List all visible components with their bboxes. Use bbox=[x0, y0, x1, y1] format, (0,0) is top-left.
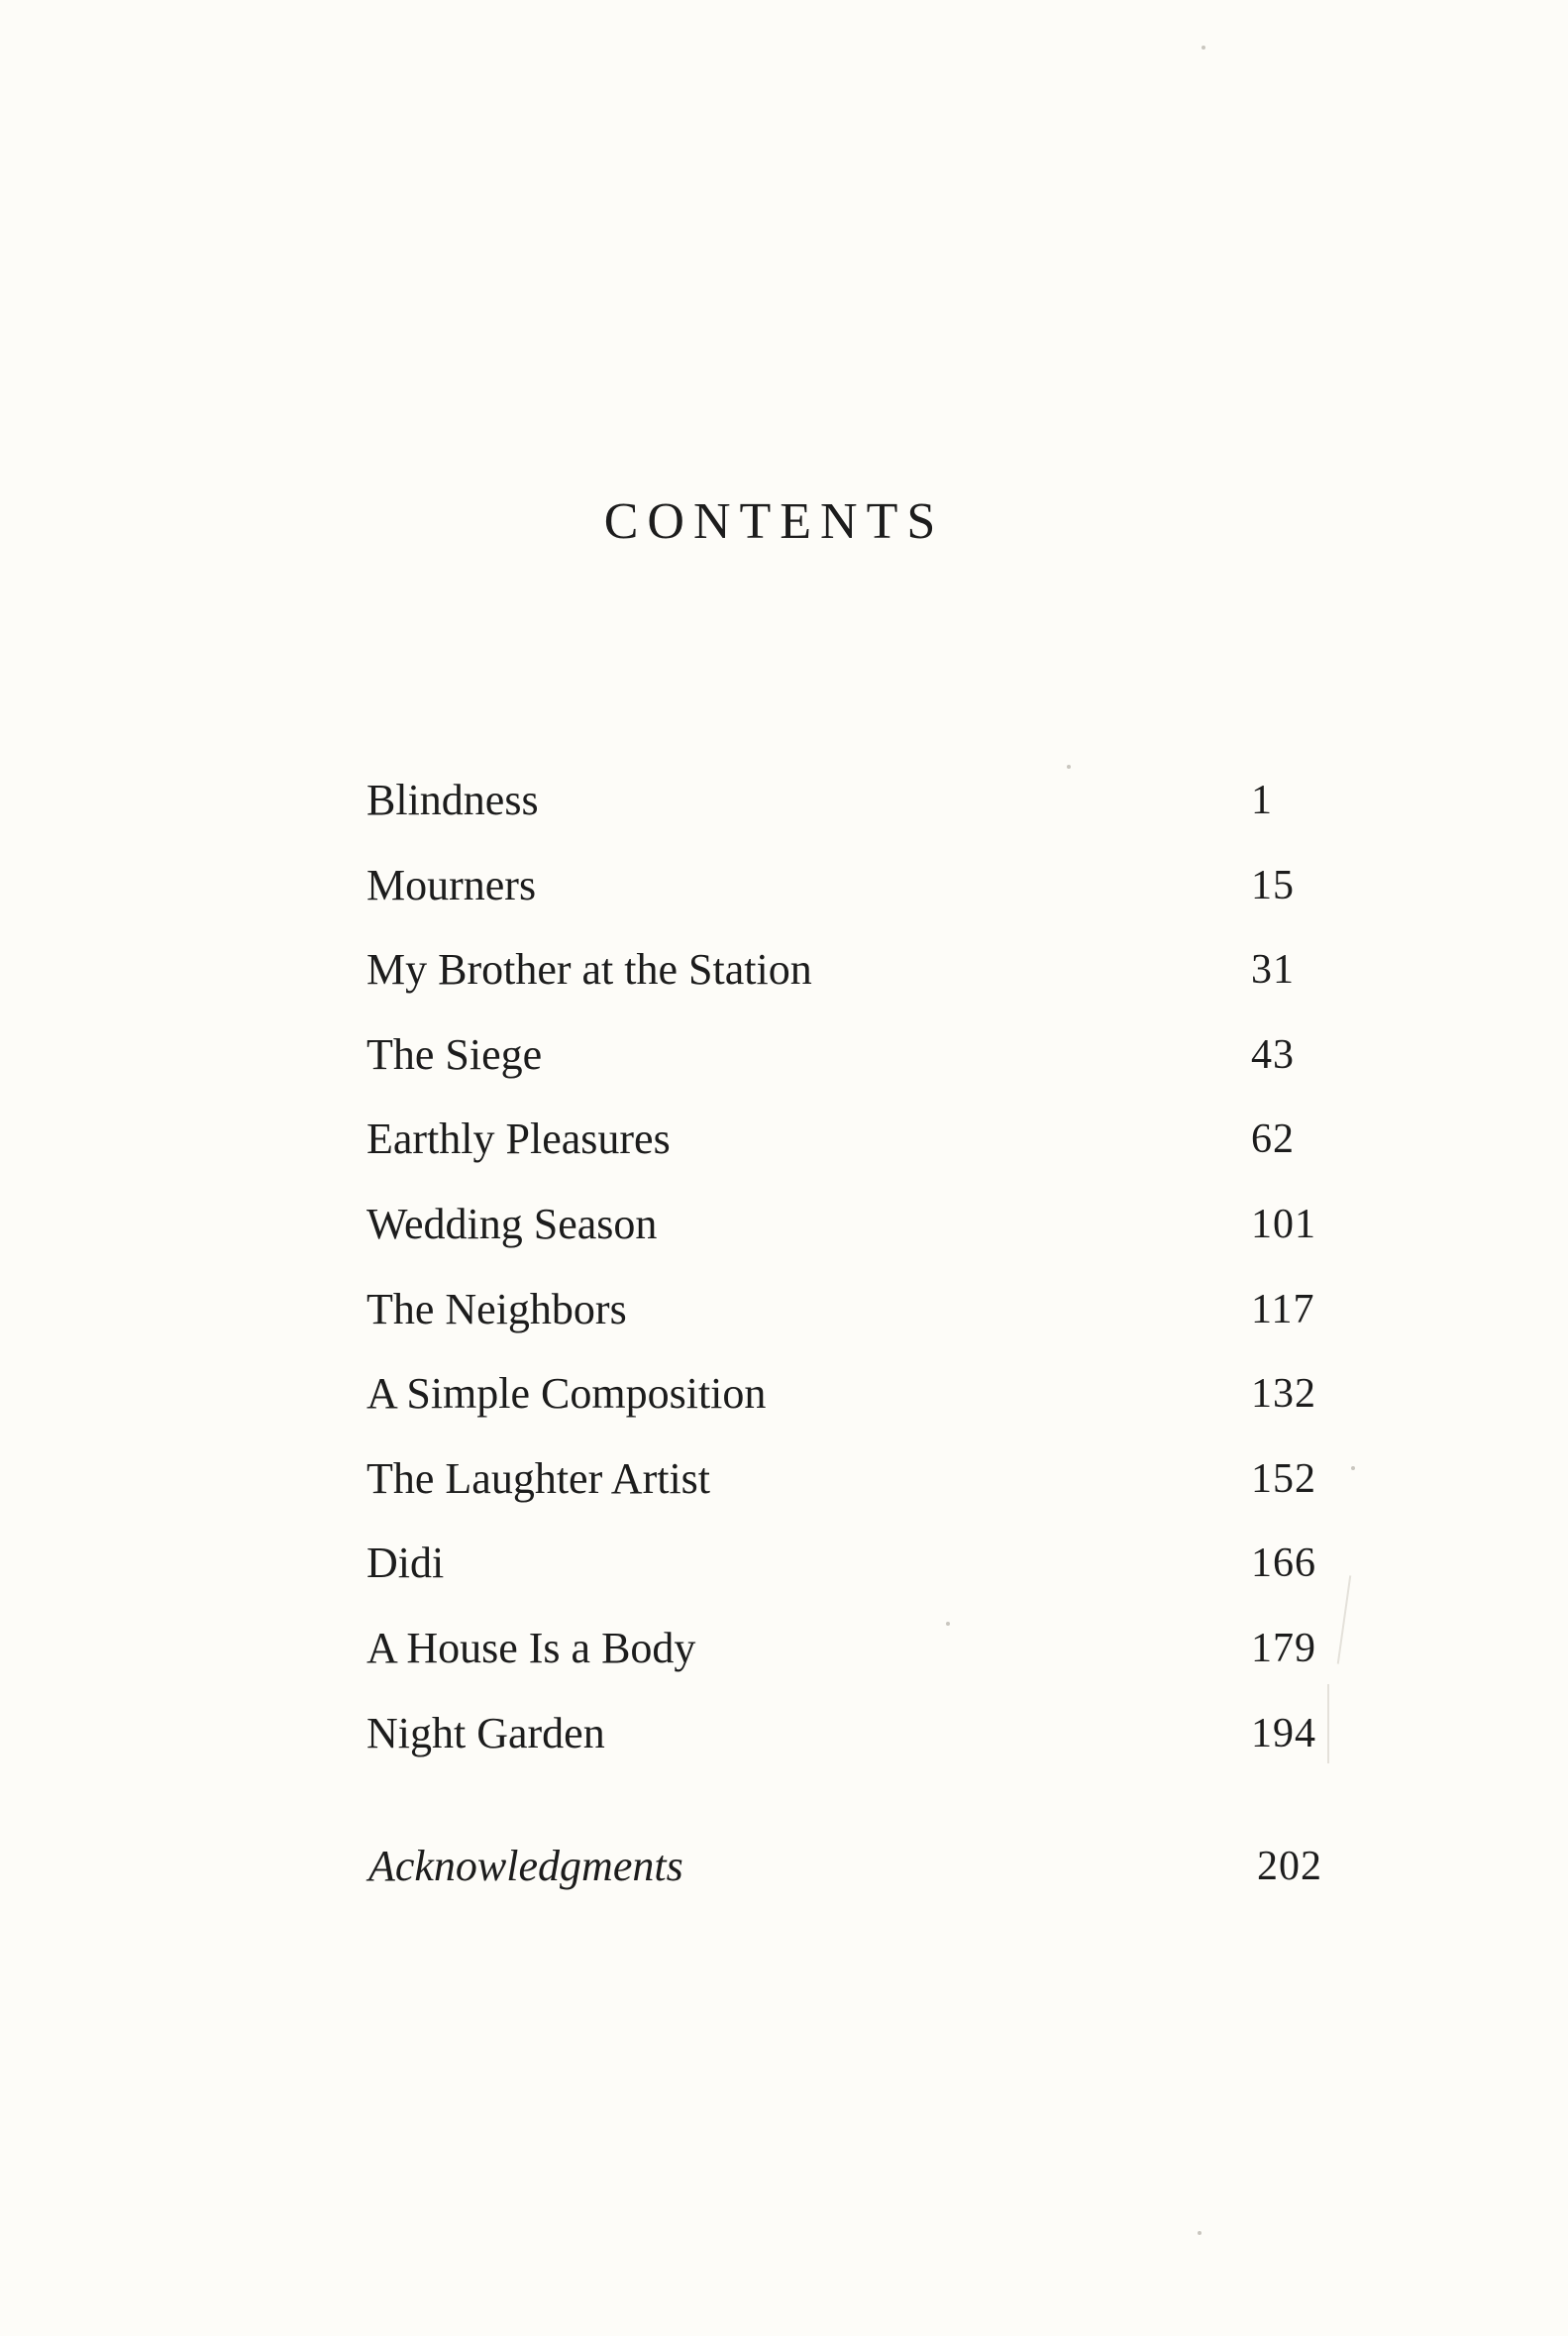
scan-speck bbox=[1067, 765, 1071, 769]
scan-streak bbox=[1337, 1575, 1352, 1663]
toc-entry bbox=[366, 1104, 1337, 1189]
toc-entry bbox=[366, 1613, 1337, 1698]
toc-entry-page: 15 bbox=[1251, 862, 1295, 908]
toc-entry bbox=[366, 850, 1337, 935]
toc-entry bbox=[366, 1698, 1337, 1783]
toc-entry-title: Mourners bbox=[366, 860, 537, 909]
acknowledgments-page: 202 bbox=[1257, 1844, 1322, 1889]
acknowledgments-title: Acknowledgments bbox=[368, 1842, 683, 1890]
toc-entry-page: 152 bbox=[1251, 1455, 1316, 1502]
toc-entry-title: The Laughter Artist bbox=[366, 1453, 711, 1503]
toc-entry bbox=[366, 1528, 1337, 1613]
toc-entry-page: 101 bbox=[1251, 1201, 1316, 1247]
toc-entry-page: 117 bbox=[1251, 1286, 1315, 1332]
toc-entry-page: 62 bbox=[1251, 1116, 1295, 1163]
scan-speck bbox=[1351, 1466, 1355, 1470]
toc-entry bbox=[366, 1274, 1337, 1359]
toc-entry-page: 166 bbox=[1251, 1540, 1316, 1587]
toc-entry-page: 43 bbox=[1251, 1031, 1295, 1078]
table-of-contents bbox=[366, 765, 1337, 1782]
toc-entry bbox=[366, 1358, 1337, 1443]
scan-streak bbox=[1327, 1684, 1329, 1763]
scan-speck bbox=[946, 1622, 950, 1626]
toc-entry bbox=[366, 1189, 1337, 1274]
toc-entry-title: A Simple Composition bbox=[366, 1369, 767, 1419]
scan-speck bbox=[1198, 2231, 1202, 2235]
toc-entry-page: 1 bbox=[1251, 778, 1273, 823]
toc-entry bbox=[366, 934, 1337, 1019]
toc-entry bbox=[366, 1019, 1337, 1105]
toc-entry-page: 31 bbox=[1251, 947, 1295, 994]
toc-entry bbox=[366, 1443, 1337, 1529]
toc-entry-title: The Siege bbox=[366, 1029, 543, 1079]
toc-entry-title: A House Is a Body bbox=[366, 1623, 696, 1672]
toc-entry bbox=[366, 765, 1337, 850]
toc-entry-title: Wedding Season bbox=[366, 1199, 658, 1248]
toc-entry-title: Earthly Pleasures bbox=[366, 1115, 671, 1164]
toc-entry-page: 132 bbox=[1251, 1371, 1316, 1418]
toc-entry-title: Didi bbox=[366, 1539, 445, 1588]
toc-entry-title: Blindness bbox=[366, 776, 539, 824]
toc-entry-title: The Neighbors bbox=[366, 1284, 627, 1333]
toc-entry-title: Night Garden bbox=[366, 1708, 605, 1757]
scan-speck bbox=[1202, 46, 1205, 50]
page-title: CONTENTS bbox=[603, 493, 945, 550]
toc-acknowledgments bbox=[368, 1831, 1339, 1902]
toc-entry-page: 194 bbox=[1251, 1710, 1316, 1756]
toc-entry-page: 179 bbox=[1251, 1625, 1316, 1671]
toc-entry-title: My Brother at the Station bbox=[366, 945, 812, 995]
